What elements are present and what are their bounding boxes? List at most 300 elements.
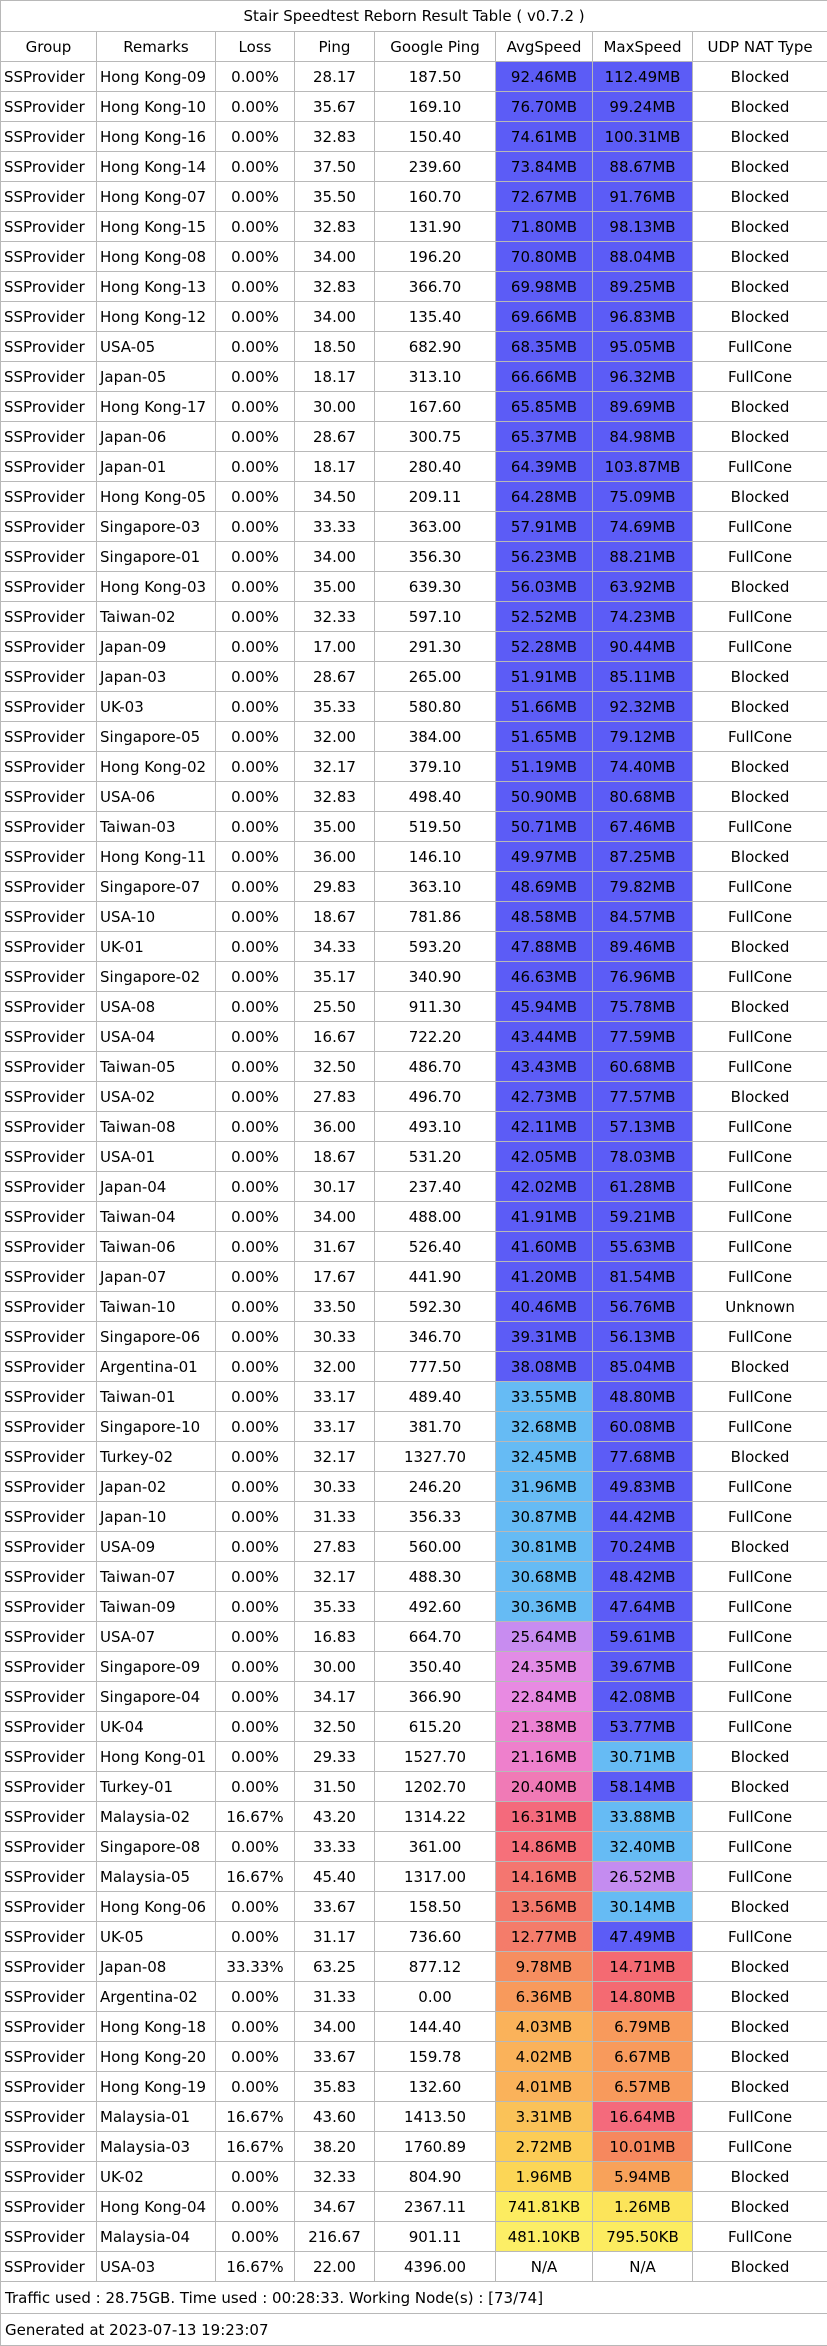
cell-ping: 31.17 <box>295 1922 375 1952</box>
cell-group: SSProvider <box>1 962 97 992</box>
cell-ping: 32.50 <box>295 1712 375 1742</box>
cell-max-speed: 47.64MB <box>593 1592 693 1622</box>
cell-group: SSProvider <box>1 1262 97 1292</box>
cell-avg-speed: 4.01MB <box>496 2072 593 2102</box>
cell-ping: 35.33 <box>295 692 375 722</box>
cell-avg-speed: 56.23MB <box>496 542 593 572</box>
table-row <box>1 902 827 932</box>
cell-google-ping: 381.70 <box>375 1412 496 1442</box>
cell-max-speed: 81.54MB <box>593 1262 693 1292</box>
cell-udp-nat-type: FullCone <box>693 1682 827 1712</box>
cell-max-speed: 77.57MB <box>593 1082 693 1112</box>
table-row <box>1 92 827 122</box>
cell-ping: 35.33 <box>295 1592 375 1622</box>
table-row <box>1 212 827 242</box>
cell-max-speed: 70.24MB <box>593 1532 693 1562</box>
cell-google-ping: 722.20 <box>375 1022 496 1052</box>
cell-group: SSProvider <box>1 302 97 332</box>
cell-udp-nat-type: Blocked <box>693 92 827 122</box>
cell-group: SSProvider <box>1 1412 97 1442</box>
cell-group: SSProvider <box>1 1172 97 1202</box>
cell-loss: 0.00% <box>216 722 295 752</box>
cell-udp-nat-type: FullCone <box>693 1112 827 1142</box>
cell-avg-speed: 481.10KB <box>496 2222 593 2252</box>
cell-max-speed: 100.31MB <box>593 122 693 152</box>
cell-avg-speed: 57.91MB <box>496 512 593 542</box>
table-row <box>1 122 827 152</box>
cell-avg-speed: 70.80MB <box>496 242 593 272</box>
cell-loss: 0.00% <box>216 1292 295 1322</box>
cell-remarks: UK-04 <box>97 1712 216 1742</box>
cell-avg-speed: 4.02MB <box>496 2042 593 2072</box>
cell-ping: 33.67 <box>295 2042 375 2072</box>
cell-avg-speed: 45.94MB <box>496 992 593 1022</box>
cell-remarks: UK-05 <box>97 1922 216 1952</box>
cell-google-ping: 265.00 <box>375 662 496 692</box>
cell-ping: 31.50 <box>295 1772 375 1802</box>
cell-avg-speed: 40.46MB <box>496 1292 593 1322</box>
table-row <box>1 1292 827 1322</box>
cell-avg-speed: 92.46MB <box>496 62 593 92</box>
cell-google-ping: 146.10 <box>375 842 496 872</box>
cell-google-ping: 1760.89 <box>375 2132 496 2162</box>
cell-remarks: Hong Kong-09 <box>97 62 216 92</box>
cell-remarks: Hong Kong-10 <box>97 92 216 122</box>
cell-loss: 0.00% <box>216 2192 295 2222</box>
cell-group: SSProvider <box>1 482 97 512</box>
cell-max-speed: 42.08MB <box>593 1682 693 1712</box>
cell-loss: 16.67% <box>216 1802 295 1832</box>
cell-avg-speed: 50.90MB <box>496 782 593 812</box>
cell-google-ping: 135.40 <box>375 302 496 332</box>
cell-avg-speed: 42.02MB <box>496 1172 593 1202</box>
cell-avg-speed: 42.11MB <box>496 1112 593 1142</box>
cell-ping: 45.40 <box>295 1862 375 1892</box>
cell-max-speed: 79.82MB <box>593 872 693 902</box>
cell-max-speed: 61.28MB <box>593 1172 693 1202</box>
cell-loss: 0.00% <box>216 812 295 842</box>
cell-loss: 0.00% <box>216 542 295 572</box>
cell-avg-speed: 4.03MB <box>496 2012 593 2042</box>
cell-max-speed: 74.23MB <box>593 602 693 632</box>
cell-avg-speed: 30.81MB <box>496 1532 593 1562</box>
table-row <box>1 1922 827 1952</box>
cell-group: SSProvider <box>1 2252 97 2282</box>
cell-google-ping: 300.75 <box>375 422 496 452</box>
cell-loss: 0.00% <box>216 392 295 422</box>
cell-udp-nat-type: FullCone <box>693 632 827 662</box>
cell-loss: 0.00% <box>216 62 295 92</box>
cell-avg-speed: 69.98MB <box>496 272 593 302</box>
cell-loss: 0.00% <box>216 692 295 722</box>
cell-avg-speed: 50.71MB <box>496 812 593 842</box>
cell-remarks: Hong Kong-12 <box>97 302 216 332</box>
cell-remarks: Singapore-06 <box>97 1322 216 1352</box>
cell-udp-nat-type: Blocked <box>693 122 827 152</box>
table-row <box>1 482 827 512</box>
cell-google-ping: 593.20 <box>375 932 496 962</box>
table-row <box>1 722 827 752</box>
cell-max-speed: 88.04MB <box>593 242 693 272</box>
cell-udp-nat-type: FullCone <box>693 722 827 752</box>
cell-udp-nat-type: FullCone <box>693 1652 827 1682</box>
cell-remarks: Singapore-07 <box>97 872 216 902</box>
table-row <box>1 1142 827 1172</box>
traffic-summary: Traffic used : 28.75GB. Time used : 00:28:33. Working Node(s) : [73/74] <box>1 2282 827 2314</box>
cell-max-speed: 57.13MB <box>593 1112 693 1142</box>
cell-max-speed: 88.67MB <box>593 152 693 182</box>
cell-loss: 0.00% <box>216 1922 295 1952</box>
cell-loss: 0.00% <box>216 872 295 902</box>
header-loss: Loss <box>216 32 295 62</box>
cell-avg-speed: 76.70MB <box>496 92 593 122</box>
cell-ping: 32.83 <box>295 782 375 812</box>
table-row <box>1 1622 827 1652</box>
cell-google-ping: 560.00 <box>375 1532 496 1562</box>
cell-loss: 0.00% <box>216 752 295 782</box>
cell-udp-nat-type: FullCone <box>693 362 827 392</box>
cell-loss: 0.00% <box>216 212 295 242</box>
cell-google-ping: 356.30 <box>375 542 496 572</box>
cell-google-ping: 384.00 <box>375 722 496 752</box>
cell-max-speed: 103.87MB <box>593 452 693 482</box>
cell-ping: 32.83 <box>295 122 375 152</box>
cell-remarks: Taiwan-04 <box>97 1202 216 1232</box>
cell-ping: 35.17 <box>295 962 375 992</box>
title-row <box>1 1 827 32</box>
cell-max-speed: 87.25MB <box>593 842 693 872</box>
cell-ping: 34.00 <box>295 302 375 332</box>
table-row <box>1 332 827 362</box>
cell-group: SSProvider <box>1 452 97 482</box>
cell-ping: 34.00 <box>295 1202 375 1232</box>
table-row <box>1 572 827 602</box>
cell-group: SSProvider <box>1 1682 97 1712</box>
cell-udp-nat-type: FullCone <box>693 1862 827 1892</box>
cell-google-ping: 1413.50 <box>375 2102 496 2132</box>
header-row <box>1 32 827 62</box>
cell-group: SSProvider <box>1 1742 97 1772</box>
cell-loss: 0.00% <box>216 362 295 392</box>
cell-max-speed: 92.32MB <box>593 692 693 722</box>
cell-avg-speed: 51.65MB <box>496 722 593 752</box>
header-group: Group <box>1 32 97 62</box>
cell-group: SSProvider <box>1 632 97 662</box>
cell-ping: 16.83 <box>295 1622 375 1652</box>
cell-udp-nat-type: Blocked <box>693 1352 827 1382</box>
cell-loss: 0.00% <box>216 1562 295 1592</box>
cell-group: SSProvider <box>1 1652 97 1682</box>
cell-avg-speed: 24.35MB <box>496 1652 593 1682</box>
cell-google-ping: 246.20 <box>375 1472 496 1502</box>
table-row <box>1 152 827 182</box>
cell-remarks: Singapore-09 <box>97 1652 216 1682</box>
cell-ping: 34.17 <box>295 1682 375 1712</box>
cell-max-speed: 79.12MB <box>593 722 693 752</box>
cell-avg-speed: 64.28MB <box>496 482 593 512</box>
cell-udp-nat-type: FullCone <box>693 602 827 632</box>
cell-max-speed: 56.13MB <box>593 1322 693 1352</box>
cell-group: SSProvider <box>1 1022 97 1052</box>
cell-udp-nat-type: Blocked <box>693 1892 827 1922</box>
cell-remarks: USA-02 <box>97 1082 216 1112</box>
cell-loss: 0.00% <box>216 1232 295 1262</box>
cell-group: SSProvider <box>1 872 97 902</box>
cell-google-ping: 361.00 <box>375 1832 496 1862</box>
cell-remarks: Hong Kong-07 <box>97 182 216 212</box>
cell-avg-speed: 31.96MB <box>496 1472 593 1502</box>
cell-ping: 35.00 <box>295 812 375 842</box>
cell-remarks: Singapore-04 <box>97 1682 216 1712</box>
cell-udp-nat-type: Blocked <box>693 1082 827 1112</box>
cell-remarks: Japan-08 <box>97 1952 216 1982</box>
cell-group: SSProvider <box>1 1082 97 1112</box>
cell-avg-speed: N/A <box>496 2252 593 2282</box>
cell-remarks: Singapore-05 <box>97 722 216 752</box>
cell-udp-nat-type: Blocked <box>693 2042 827 2072</box>
cell-max-speed: 44.42MB <box>593 1502 693 1532</box>
cell-ping: 32.83 <box>295 272 375 302</box>
cell-max-speed: 77.68MB <box>593 1442 693 1472</box>
table-body <box>1 62 827 2282</box>
cell-google-ping: 2367.11 <box>375 2192 496 2222</box>
cell-remarks: USA-08 <box>97 992 216 1022</box>
cell-ping: 25.50 <box>295 992 375 1022</box>
cell-loss: 0.00% <box>216 1172 295 1202</box>
cell-udp-nat-type: Blocked <box>693 152 827 182</box>
cell-loss: 0.00% <box>216 1682 295 1712</box>
cell-ping: 32.17 <box>295 1442 375 1472</box>
cell-max-speed: 84.57MB <box>593 902 693 932</box>
cell-group: SSProvider <box>1 1232 97 1262</box>
cell-udp-nat-type: Blocked <box>693 1982 827 2012</box>
table-row <box>1 1052 827 1082</box>
cell-udp-nat-type: FullCone <box>693 2222 827 2252</box>
cell-google-ping: 488.30 <box>375 1562 496 1592</box>
table-row <box>1 1802 827 1832</box>
cell-max-speed: 47.49MB <box>593 1922 693 1952</box>
cell-remarks: Singapore-08 <box>97 1832 216 1862</box>
cell-udp-nat-type: Blocked <box>693 752 827 782</box>
cell-loss: 0.00% <box>216 332 295 362</box>
cell-remarks: UK-01 <box>97 932 216 962</box>
cell-max-speed: 75.78MB <box>593 992 693 1022</box>
cell-loss: 0.00% <box>216 512 295 542</box>
cell-google-ping: 781.86 <box>375 902 496 932</box>
table-row <box>1 992 827 1022</box>
cell-group: SSProvider <box>1 1382 97 1412</box>
cell-max-speed: 59.21MB <box>593 1202 693 1232</box>
cell-google-ping: 237.40 <box>375 1172 496 1202</box>
cell-avg-speed: 52.52MB <box>496 602 593 632</box>
cell-avg-speed: 48.58MB <box>496 902 593 932</box>
cell-ping: 32.17 <box>295 752 375 782</box>
cell-max-speed: 91.76MB <box>593 182 693 212</box>
cell-remarks: Taiwan-02 <box>97 602 216 632</box>
cell-ping: 35.67 <box>295 92 375 122</box>
cell-ping: 18.17 <box>295 452 375 482</box>
cell-group: SSProvider <box>1 542 97 572</box>
cell-ping: 38.20 <box>295 2132 375 2162</box>
cell-udp-nat-type: FullCone <box>693 1142 827 1172</box>
cell-avg-speed: 30.68MB <box>496 1562 593 1592</box>
cell-group: SSProvider <box>1 1712 97 1742</box>
table-row <box>1 1652 827 1682</box>
cell-remarks: Taiwan-01 <box>97 1382 216 1412</box>
cell-loss: 0.00% <box>216 2162 295 2192</box>
cell-remarks: Hong Kong-04 <box>97 2192 216 2222</box>
header-ping: Ping <box>295 32 375 62</box>
cell-group: SSProvider <box>1 1832 97 1862</box>
cell-udp-nat-type: Blocked <box>693 422 827 452</box>
footer-row-generated <box>1 2314 827 2346</box>
cell-loss: 0.00% <box>216 452 295 482</box>
cell-ping: 35.83 <box>295 2072 375 2102</box>
cell-remarks: Turkey-02 <box>97 1442 216 1472</box>
table-row <box>1 1412 827 1442</box>
cell-google-ping: 489.40 <box>375 1382 496 1412</box>
cell-avg-speed: 33.55MB <box>496 1382 593 1412</box>
cell-udp-nat-type: FullCone <box>693 1172 827 1202</box>
cell-ping: 35.00 <box>295 572 375 602</box>
cell-max-speed: 96.83MB <box>593 302 693 332</box>
cell-group: SSProvider <box>1 992 97 1022</box>
cell-group: SSProvider <box>1 1562 97 1592</box>
cell-remarks: USA-05 <box>97 332 216 362</box>
cell-udp-nat-type: FullCone <box>693 872 827 902</box>
table-row <box>1 542 827 572</box>
cell-avg-speed: 73.84MB <box>496 152 593 182</box>
table-row <box>1 812 827 842</box>
cell-ping: 32.83 <box>295 212 375 242</box>
cell-ping: 37.50 <box>295 152 375 182</box>
cell-remarks: Japan-01 <box>97 452 216 482</box>
cell-loss: 0.00% <box>216 92 295 122</box>
cell-loss: 0.00% <box>216 1022 295 1052</box>
cell-google-ping: 4396.00 <box>375 2252 496 2282</box>
cell-remarks: Hong Kong-20 <box>97 2042 216 2072</box>
table-row <box>1 1592 827 1622</box>
table-row <box>1 1952 827 1982</box>
cell-udp-nat-type: Blocked <box>693 1442 827 1472</box>
cell-google-ping: 356.33 <box>375 1502 496 1532</box>
cell-google-ping: 682.90 <box>375 332 496 362</box>
cell-ping: 216.67 <box>295 2222 375 2252</box>
cell-udp-nat-type: FullCone <box>693 1502 827 1532</box>
cell-ping: 32.17 <box>295 1562 375 1592</box>
cell-google-ping: 167.60 <box>375 392 496 422</box>
cell-group: SSProvider <box>1 572 97 602</box>
cell-max-speed: 60.68MB <box>593 1052 693 1082</box>
cell-loss: 0.00% <box>216 1502 295 1532</box>
table-row <box>1 932 827 962</box>
cell-max-speed: 30.14MB <box>593 1892 693 1922</box>
table-row <box>1 1112 827 1142</box>
table-row <box>1 2252 827 2282</box>
cell-avg-speed: 30.36MB <box>496 1592 593 1622</box>
cell-google-ping: 488.00 <box>375 1202 496 1232</box>
cell-udp-nat-type: Blocked <box>693 242 827 272</box>
cell-ping: 30.17 <box>295 1172 375 1202</box>
cell-avg-speed: 48.69MB <box>496 872 593 902</box>
cell-google-ping: 519.50 <box>375 812 496 842</box>
cell-loss: 0.00% <box>216 1352 295 1382</box>
cell-ping: 28.17 <box>295 62 375 92</box>
cell-google-ping: 150.40 <box>375 122 496 152</box>
cell-max-speed: 6.67MB <box>593 2042 693 2072</box>
table-row <box>1 2132 827 2162</box>
cell-ping: 18.50 <box>295 332 375 362</box>
cell-udp-nat-type: FullCone <box>693 452 827 482</box>
cell-group: SSProvider <box>1 902 97 932</box>
cell-ping: 33.33 <box>295 1832 375 1862</box>
table-row <box>1 602 827 632</box>
cell-avg-speed: 51.19MB <box>496 752 593 782</box>
cell-max-speed: 30.71MB <box>593 1742 693 1772</box>
table-row <box>1 1022 827 1052</box>
cell-loss: 0.00% <box>216 992 295 1022</box>
cell-loss: 0.00% <box>216 1052 295 1082</box>
table-row <box>1 752 827 782</box>
cell-avg-speed: 32.45MB <box>496 1442 593 1472</box>
table-row <box>1 1442 827 1472</box>
cell-ping: 27.83 <box>295 1082 375 1112</box>
cell-group: SSProvider <box>1 692 97 722</box>
table-row <box>1 1502 827 1532</box>
cell-google-ping: 196.20 <box>375 242 496 272</box>
cell-loss: 0.00% <box>216 1112 295 1142</box>
cell-google-ping: 492.60 <box>375 1592 496 1622</box>
cell-loss: 0.00% <box>216 1712 295 1742</box>
cell-group: SSProvider <box>1 1322 97 1352</box>
table-row <box>1 272 827 302</box>
cell-avg-speed: 64.39MB <box>496 452 593 482</box>
cell-remarks: Argentina-02 <box>97 1982 216 2012</box>
cell-max-speed: 49.83MB <box>593 1472 693 1502</box>
cell-ping: 33.17 <box>295 1412 375 1442</box>
cell-loss: 0.00% <box>216 782 295 812</box>
cell-avg-speed: 42.73MB <box>496 1082 593 1112</box>
cell-udp-nat-type: FullCone <box>693 1232 827 1262</box>
cell-max-speed: 89.25MB <box>593 272 693 302</box>
table-row <box>1 1562 827 1592</box>
cell-remarks: Hong Kong-17 <box>97 392 216 422</box>
cell-group: SSProvider <box>1 1892 97 1922</box>
table-row <box>1 842 827 872</box>
cell-avg-speed: 43.44MB <box>496 1022 593 1052</box>
cell-loss: 16.67% <box>216 2102 295 2132</box>
table-row <box>1 2222 827 2252</box>
cell-google-ping: 187.50 <box>375 62 496 92</box>
cell-udp-nat-type: FullCone <box>693 2132 827 2162</box>
cell-group: SSProvider <box>1 1922 97 1952</box>
cell-remarks: Japan-07 <box>97 1262 216 1292</box>
cell-max-speed: 39.67MB <box>593 1652 693 1682</box>
cell-loss: 0.00% <box>216 1772 295 1802</box>
cell-google-ping: 531.20 <box>375 1142 496 1172</box>
cell-remarks: Japan-09 <box>97 632 216 662</box>
cell-ping: 28.67 <box>295 662 375 692</box>
generated-timestamp: Generated at 2023-07-13 19:23:07 <box>1 2314 827 2346</box>
cell-udp-nat-type: FullCone <box>693 1202 827 1232</box>
cell-loss: 0.00% <box>216 2072 295 2102</box>
cell-remarks: Japan-06 <box>97 422 216 452</box>
cell-ping: 30.33 <box>295 1472 375 1502</box>
table-row <box>1 1472 827 1502</box>
cell-loss: 0.00% <box>216 1412 295 1442</box>
cell-remarks: USA-07 <box>97 1622 216 1652</box>
cell-loss: 0.00% <box>216 482 295 512</box>
